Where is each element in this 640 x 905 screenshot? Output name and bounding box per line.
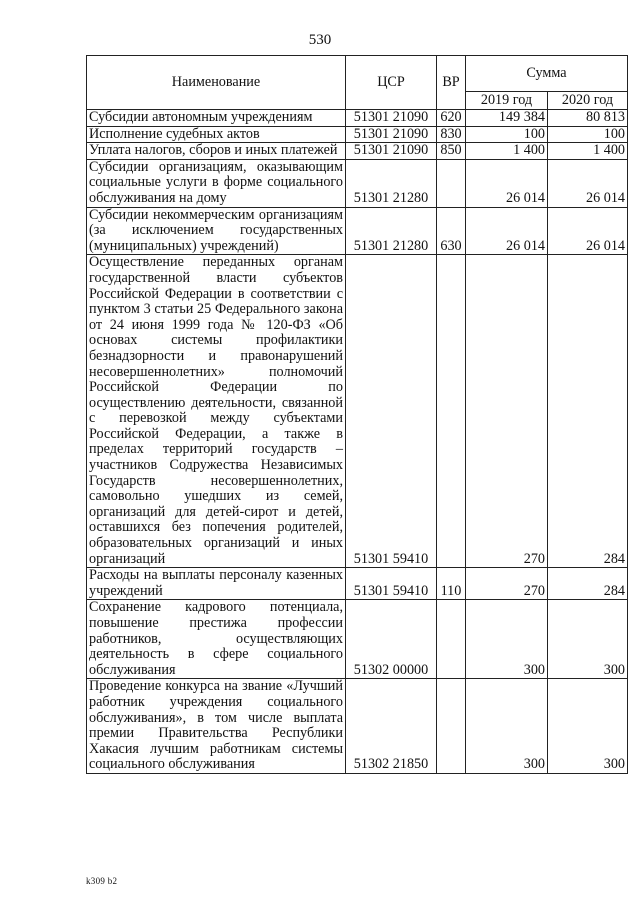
row-name: Сохранение кадрового потенциала, повышение престижа профессии работников, осуществляющих деятельность в сфере социального обслуживания bbox=[87, 600, 346, 679]
row-name: Осуществление переданных органам государственной власти субъектов Российской Федерации в соответствии с пунктом 3 статьи 25 Федерального закона от 24 июня 1999 года № 120-ФЗ «Об основах системы профилактики безнадзорности и правонарушений несовершеннолетних» полномочий Российской Федерации по осуществлению деятельности, связанной с перевозкой между субъектами Российской Федерации, а также в пределах территорий государств – участников Содружества Независимых Государств несовершеннолетних, самовольно ушедших из семей, организаций для детей-сирот и детей, оставшихся без попечения родителей, образовательных организаций и иных организаций bbox=[87, 255, 346, 568]
budget-table bbox=[86, 55, 628, 774]
table-row bbox=[87, 159, 628, 207]
table-row bbox=[87, 568, 628, 600]
row-sum-2019: 100 bbox=[466, 126, 548, 143]
header-year-2019: 2019 год bbox=[466, 92, 548, 110]
row-vr: 630 bbox=[437, 207, 466, 255]
row-vr: 830 bbox=[437, 126, 466, 143]
row-sum-2019: 26 014 bbox=[466, 159, 548, 207]
row-csr: 51301 21280 bbox=[346, 207, 437, 255]
row-sum-2020: 300 bbox=[548, 600, 628, 679]
row-csr: 51301 21090 bbox=[346, 110, 437, 127]
row-sum-2020: 284 bbox=[548, 255, 628, 568]
row-sum-2019: 26 014 bbox=[466, 207, 548, 255]
footer-code: k309 b2 bbox=[86, 876, 118, 886]
table-row bbox=[87, 600, 628, 679]
header-vr: ВР bbox=[437, 56, 466, 110]
row-vr: 620 bbox=[437, 110, 466, 127]
row-sum-2020: 300 bbox=[548, 679, 628, 774]
row-csr: 51301 21090 bbox=[346, 143, 437, 160]
table-row bbox=[87, 143, 628, 160]
row-name: Проведение конкурса на звание «Лучший работник учреждения социального обслуживания», в том числе выплата премии Правительства Республики Хакасия лучшим работникам системы социального обслуживания bbox=[87, 679, 346, 774]
row-csr: 51302 00000 bbox=[346, 600, 437, 679]
row-name: Уплата налогов, сборов и иных платежей bbox=[87, 143, 346, 160]
row-vr bbox=[437, 600, 466, 679]
header-csr: ЦСР bbox=[346, 56, 437, 110]
row-sum-2019: 1 400 bbox=[466, 143, 548, 160]
row-name: Расходы на выплаты персоналу казенных учреждений bbox=[87, 568, 346, 600]
table-row bbox=[87, 207, 628, 255]
table-row bbox=[87, 255, 628, 568]
row-sum-2020: 100 bbox=[548, 126, 628, 143]
header-name: Наименование bbox=[87, 56, 346, 110]
row-csr: 51302 21850 bbox=[346, 679, 437, 774]
row-sum-2020: 80 813 bbox=[548, 110, 628, 127]
table-row bbox=[87, 126, 628, 143]
row-sum-2020: 26 014 bbox=[548, 159, 628, 207]
row-sum-2019: 300 bbox=[466, 600, 548, 679]
table-row bbox=[87, 110, 628, 127]
row-sum-2019: 270 bbox=[466, 568, 548, 600]
row-name: Исполнение судебных актов bbox=[87, 126, 346, 143]
row-name: Субсидии организациям, оказывающим социальные услуги в форме социального обслуживания на дому bbox=[87, 159, 346, 207]
row-sum-2019: 270 bbox=[466, 255, 548, 568]
row-sum-2020: 1 400 bbox=[548, 143, 628, 160]
row-csr: 51301 21280 bbox=[346, 159, 437, 207]
row-vr bbox=[437, 159, 466, 207]
row-csr: 51301 21090 bbox=[346, 126, 437, 143]
row-sum-2020: 26 014 bbox=[548, 207, 628, 255]
header-year-2020: 2020 год bbox=[548, 92, 628, 110]
page-number: 530 bbox=[308, 32, 332, 48]
row-csr: 51301 59410 bbox=[346, 255, 437, 568]
row-sum-2019: 149 384 bbox=[466, 110, 548, 127]
row-vr: 850 bbox=[437, 143, 466, 160]
row-vr bbox=[437, 679, 466, 774]
row-name: Субсидии автономным учреждениям bbox=[87, 110, 346, 127]
row-vr bbox=[437, 255, 466, 568]
row-csr: 51301 59410 bbox=[346, 568, 437, 600]
header-sum: Сумма bbox=[466, 56, 628, 92]
row-sum-2019: 300 bbox=[466, 679, 548, 774]
table-row bbox=[87, 679, 628, 774]
row-vr: 110 bbox=[437, 568, 466, 600]
row-sum-2020: 284 bbox=[548, 568, 628, 600]
row-name: Субсидии некоммерческим организациям (за исключением государственных (муниципальных) учреждений) bbox=[87, 207, 346, 255]
